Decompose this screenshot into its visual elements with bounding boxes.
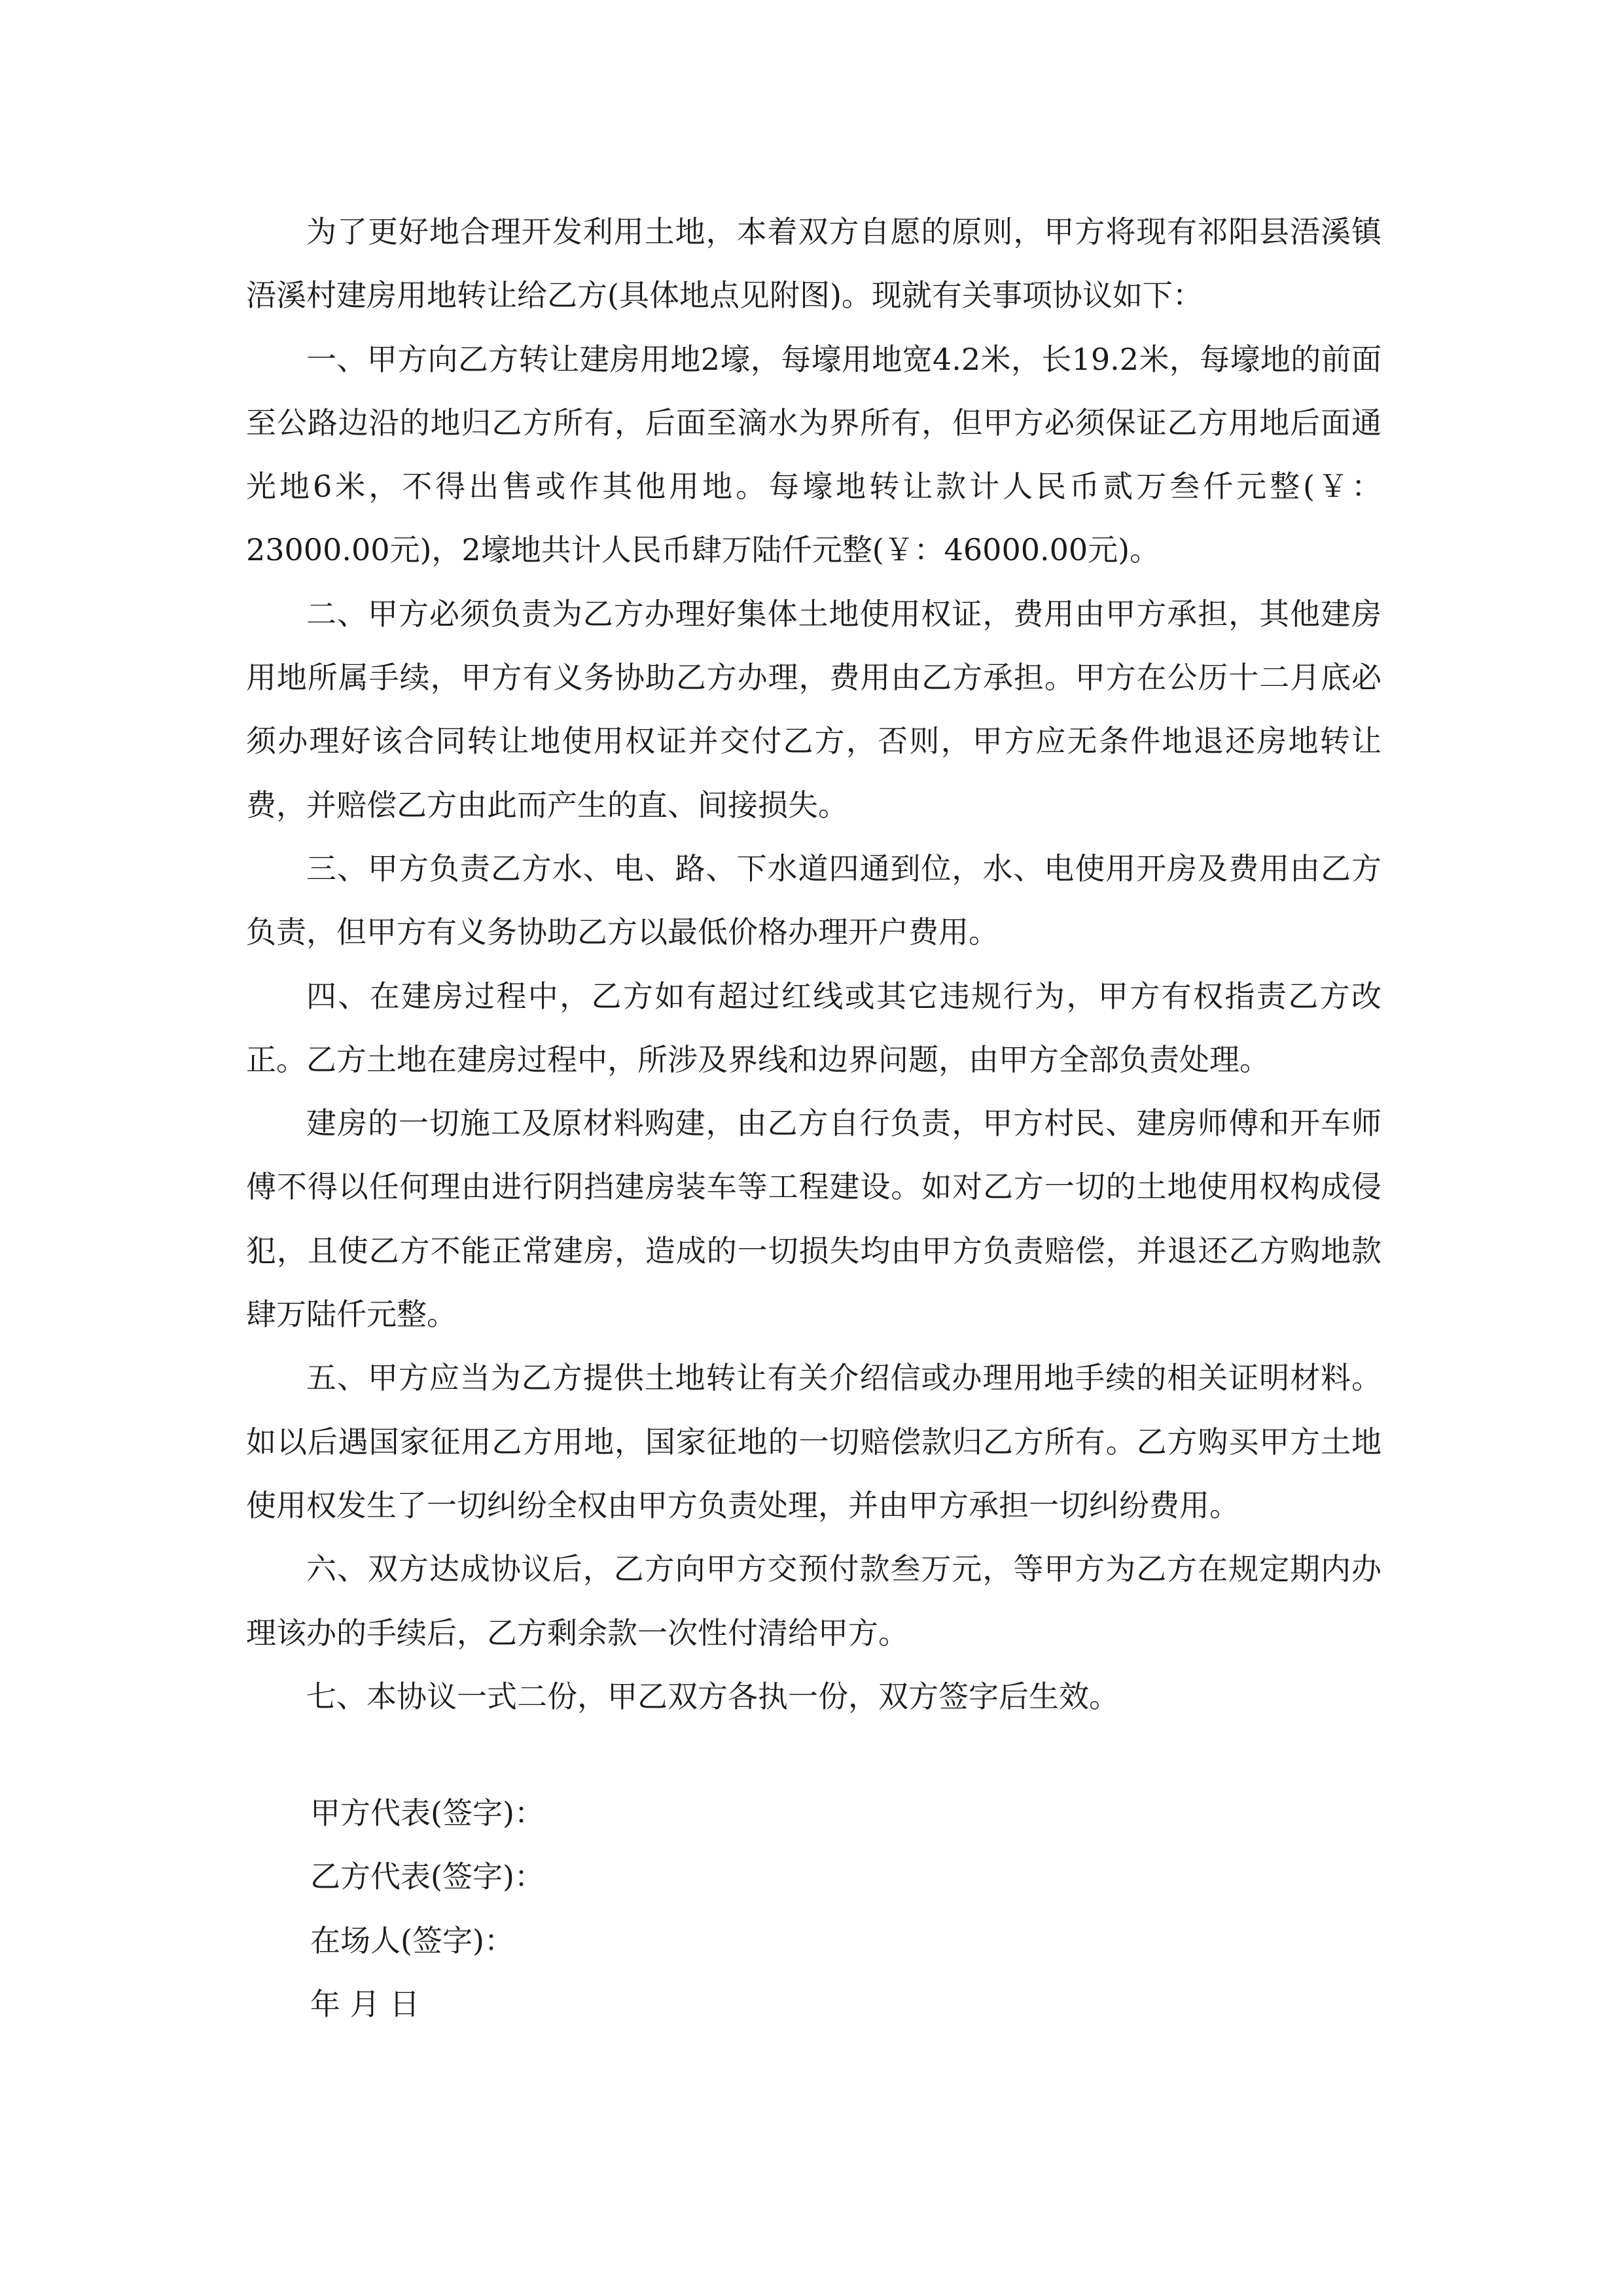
paragraph-clause-1: 一、甲方向乙方转让建房用地2壕，每壕用地宽4.2米，长19.2米，每壕地的前面至公路边沿的地归乙方所有，后面至滴水为界所有，但甲方必须保证乙方用地后面通光地6米，不得出售或作其他用地。每壕地转让款计人民币贰万叁仟元整(￥：23000.00元)，2壕地共计人民币肆万陆仟元整(￥：46000.00元)。: [246, 341, 1382, 568]
paragraph-clause-5: 五、甲方应当为乙方提供土地转让有关介绍信或办理用地手续的相关证明材料。如以后遇国家征用乙方用地，国家征地的一切赔偿款归乙方所有。乙方购买甲方土地使用权发生了一切纠纷全权由甲方负责处理，并由甲方承担一切纠纷费用。: [246, 1360, 1382, 1523]
paragraph-clause-6: 六、双方达成协议后，乙方向甲方交预付款叁万元，等甲方为乙方在规定期内办理该办的手续后，乙方剩余款一次性付清给甲方。: [246, 1551, 1382, 1651]
signature-block: [310, 1782, 544, 2036]
witness-signature-line: 在场人(签字)：: [310, 1922, 514, 1958]
paragraph-clause-4: 四、在建房过程中，乙方如有超过红线或其它违规行为，甲方有权指责乙方改正。乙方土地在建房过程中，所涉及界线和边界问题，由甲方全部负责处理。: [246, 978, 1382, 1077]
paragraph-clause-7: 七、本协议一式二份，甲乙双方各执一份，双方签字后生效。: [306, 1678, 1119, 1714]
party-a-signature-line: 甲方代表(签字)：: [310, 1795, 544, 1831]
paragraph-clause-2: 二、甲方必须负责为乙方办理好集体土地使用权证，费用由甲方承担，其他建房用地所属手续，甲方有义务协助乙方办理，费用由乙方承担。甲方在公历十二月底必须办理好该合同转让地使用权证并交付乙方，否则，甲方应无条件地退还房地转让费，并赔偿乙方由此而产生的直、间接损失。: [246, 596, 1382, 823]
paragraph-preamble: 为了更好地合理开发利用土地，本着双方自愿的原则，甲方将现有祁阳县浯溪镇浯溪村建房用地转让给乙方(具体地点见附图)。现就有关事项协议如下：: [246, 214, 1382, 314]
paragraph-construction: 建房的一切施工及原材料购建，由乙方自行负责，甲方村民、建房师傅和开车师傅不得以任何理由进行阴挡建房装车等工程建设。如对乙方一切的土地使用权构成侵犯，且使乙方不能正常建房，造成的一切损失均由甲方负责赔偿，并退还乙方购地款肆万陆仟元整。: [246, 1105, 1382, 1333]
date-line: 年 月 日: [310, 1986, 420, 2022]
agreement-body: [246, 200, 1382, 1729]
paragraph-clause-3: 三、甲方负责乙方水、电、路、下水道四通到位，水、电使用开房及费用由乙方负责，但甲方有义务协助乙方以最低价格办理开户费用。: [246, 850, 1382, 950]
party-b-signature-line: 乙方代表(签字)：: [310, 1859, 544, 1895]
